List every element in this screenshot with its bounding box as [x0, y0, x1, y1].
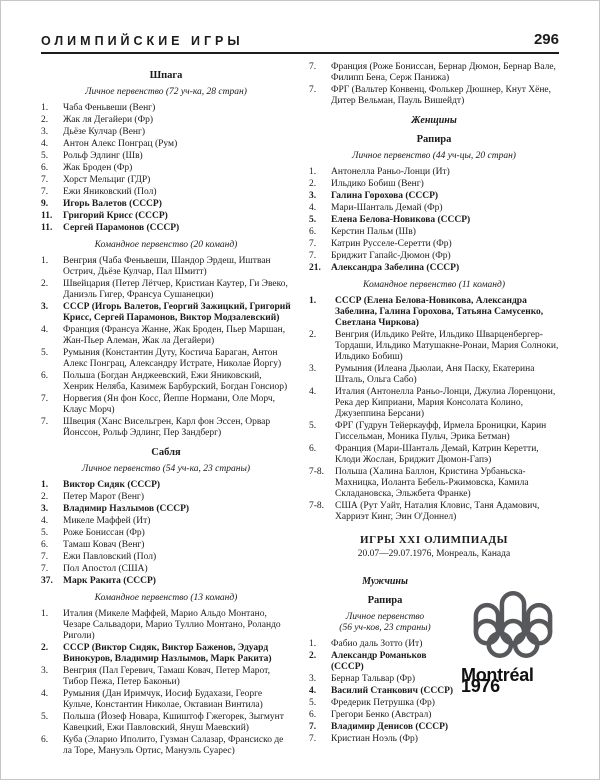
games-xxi-date-location: 20.07—29.07.1976, Монреаль, Канада: [357, 549, 511, 559]
men-foil-individual-list: [309, 639, 461, 745]
result-item: 3. Бернар Тальвар (Фр): [309, 674, 416, 684]
result-item: 2. Венгрия (Ильдико Рейте, Ильдико Шварценбергер-Тордаши, Ильдико Матушакне-Ронаи, Мария Солноки, Ильдико Бобиш): [309, 330, 559, 362]
sabre-team-list-continued: [309, 62, 559, 107]
epee-team-subtitle: Командное первенство (20 команд): [94, 240, 238, 250]
result-item: 5. Польша (Йозеф Новара, Кшиштоф Гжегорек, Зыгмунт Кавецкий, Ежи Павловский, Януш Маевский): [41, 712, 284, 733]
result-item: 7. Бриджит Гапайс-Дюмон (Фр): [309, 251, 451, 261]
result-item: 3. Венгрия (Пал Геревич, Тамаш Ковач, Петер Марот, Тибор Пежа, Петер Баконьи): [41, 666, 270, 687]
result-item: 7. Владимир Денисов (СССР): [309, 722, 449, 732]
two-column-layout: [41, 62, 559, 759]
result-item: 3. Дьёзе Кулчар (Венг): [41, 127, 146, 137]
result-item: 11. Сергей Парамонов (СССР): [41, 223, 180, 233]
result-item: 1. Чаба Феньвеши (Венг): [41, 103, 156, 113]
result-item: 6. Тамаш Ковач (Венг): [41, 540, 145, 550]
result-item: 7. Пол Апостол (США): [41, 564, 148, 574]
epee-individual-subtitle: Личное первенство (72 уч-ка, 28 стран): [85, 87, 247, 97]
running-head: ОЛИМПИЙСКИЕ ИГРЫ: [41, 34, 244, 48]
result-item: 7. ФРГ (Вальтер Конвенц, Фолькер Дюшнер, Кнут Хёне, Дитер Вельман, Пауль Вишейдт): [309, 85, 551, 106]
result-item: 7. Норвегия (Ян фон Косс, Йеппе Нормани, Оле Морч, Клаус Морч): [41, 394, 276, 415]
result-item: 3. СССР (Игорь Валетов, Георгий Зажицкий, Григорий Крисс, Сергей Парамонов, Виктор Модзалевский): [41, 302, 291, 323]
result-item: 7. Ежи Яниковский (Пол): [41, 187, 157, 197]
result-item: 7-8. США (Рут Уайт, Наталия Кловис, Таня Адамович, Харриэт Кинг, Эин О'Доннел): [309, 501, 540, 522]
men-foil-subtitle-line2: (56 уч-ков, 23 страны): [339, 623, 431, 633]
result-item: 1. Венгрия (Чаба Феньвеши, Шандор Эрдеш, Иштван Острич, Дьёзе Кулчар, Пал Шмитт): [41, 256, 271, 277]
epee-team-list: [41, 256, 291, 439]
result-item: 2. Швейцария (Петер Лётчер, Кристиан Каутер, Ги Эвеко, Даниэль Гигер, Франсуа Сушанецки): [41, 279, 288, 300]
result-item: 7. Ежи Павловский (Пол): [41, 552, 157, 562]
result-item: 6. Куба (Эларио Иполито, Гузман Салазар, Франсиско де ла Торе, Мануэль Ортис, Мануэль Суарес): [41, 735, 284, 756]
result-item: 2. Петер Марот (Венг): [41, 492, 144, 502]
women-foil-individual-subtitle: Личное первенство (44 уч-цы, 20 стран): [352, 151, 516, 161]
result-item: 4. Италия (Антонелла Раньо-Лонци, Джулиа Лоренцони, Река дер Киприани, Мария Консолата Колино, Джузеппина Берсани): [309, 387, 556, 419]
result-item: 4. Василий Станкович (СССР): [309, 686, 454, 696]
women-foil-team-subtitle: Командное первенство (11 команд): [363, 280, 505, 290]
result-item: 4. Мари-Шанталь Демай (Фр): [309, 203, 443, 213]
result-item: 6. Польша (Богдан Анджеевский, Ежи Яниковский, Хенрик Неляба, Казимеж Барбурский, Богдан Гонсиор): [41, 371, 288, 392]
result-item: 2. Александр Романьков (СССР): [309, 651, 427, 672]
page-number: 296: [533, 31, 559, 48]
games-xxi-content: [309, 568, 559, 747]
result-item: 4. Румыния (Дан Иримчук, Иосиф Будахази, Георге Кульче, Константин Николае, Октавиан Винтила): [41, 689, 263, 710]
result-item: 6. Грегори Бенко (Австрал): [309, 710, 432, 720]
sabre-team-subtitle: Командное первенство (13 команд): [94, 593, 238, 603]
montreal-1976-caption: Montréal 1976: [461, 665, 534, 696]
result-item: 1. Виктор Сидяк (СССР): [41, 480, 161, 490]
men-section-title: Мужчины: [362, 576, 408, 587]
result-item: 5. Рольф Эдлинг (Шв): [41, 151, 143, 161]
women-section-title: Женщины: [411, 115, 457, 126]
result-item: 5. Румыния (Константин Дуту, Костича Бараган, Антон Алекс Понграц, Александру Истрате, Николае Йоргу): [41, 348, 282, 369]
result-item: 1. Антонелла Раньо-Лонци (Ит): [309, 167, 450, 177]
women-foil-team-list: [309, 296, 559, 523]
women-foil-individual-list: [309, 167, 559, 274]
sabre-title: Сабля: [151, 447, 181, 458]
result-item: 7. Франция (Роже Бониссан, Бернар Дюмон, Бернар Вале, Филипп Бена, Серж Панижа): [309, 62, 556, 83]
result-item: 2. СССР (Виктор Сидяк, Виктор Баженов, Эдуард Винокуров, Владимир Назлымов, Марк Ракита): [41, 643, 272, 664]
result-item: 11. Григорий Крисс (СССР): [41, 211, 168, 221]
page-header: [41, 31, 559, 54]
epee-individual-list: [41, 103, 291, 234]
right-column: [309, 62, 559, 759]
result-item: 37. Марк Ракита (СССР): [41, 576, 156, 586]
result-item: 7-8. Польша (Халина Баллон, Кристина Урбаньска-Махницка, Иоланта Бебель-Ржимовска, Камила Складановска, Эльжбета Франке): [309, 467, 529, 499]
men-foil-results: [309, 568, 461, 747]
result-item: 3. Румыния (Илеана Дьюлаи, Аня Паску, Екатерина Шталь, Ольга Сабо): [309, 364, 535, 385]
result-item: 7. Катрин Русселе-Серетти (Фр): [309, 239, 452, 249]
result-item: 1. Италия (Микеле Маффей, Марио Альдо Монтано, Чезаре Сальвадори, Марио Туллио Монтано, Роландо Риголи): [41, 609, 281, 641]
result-item: 6. Керстин Пальм (Шв): [309, 227, 416, 237]
result-item: 3. Галина Горохова (СССР): [309, 191, 439, 201]
result-item: 2. Жак ля Дегайери (Фр): [41, 115, 153, 125]
result-item: 9. Игорь Валетов (СССР): [41, 199, 162, 209]
result-item: 6. Франция (Мари-Шанталь Демай, Катрин Керетти, Клоди Жослан, Бриджит Дюмон-Гапэ): [309, 444, 539, 465]
men-foil-subtitle-line1: Личное первенство: [345, 612, 425, 622]
result-item: 7. Хорст Мельциг (ГДР): [41, 175, 151, 185]
sabre-individual-subtitle: Личное первенство (54 уч-ка, 23 страны): [81, 464, 251, 474]
result-item: 5. Роже Бониссан (Фр): [41, 528, 145, 538]
sabre-individual-list: [41, 480, 291, 587]
women-foil-title: Рапира: [416, 134, 452, 145]
result-item: 2. Ильдико Бобиш (Венг): [309, 179, 424, 189]
sabre-team-list: [41, 609, 291, 757]
games-xxi-title: ИГРЫ XXI ОЛИМПИАДЫ: [359, 534, 509, 546]
result-item: 1. СССР (Елена Белова-Новикова, Александра Забелина, Галина Горохова, Татьяна Самусенко, Светлана Чиркова): [309, 296, 544, 328]
epee-title: Шпага: [149, 70, 183, 81]
result-item: 1. Фабио даль Зотто (Ит): [309, 639, 423, 649]
result-item: 6. Жак Броден (Фр): [41, 163, 133, 173]
result-item: 5. Елена Белова-Новикова (СССР): [309, 215, 471, 225]
result-item: 21. Александра Забелина (СССР): [309, 263, 460, 273]
result-item: 4. Антон Алекс Понграц (Рум): [41, 139, 178, 149]
result-item: 5. Фредерик Петрушка (Фр): [309, 698, 435, 708]
men-foil-title: Рапира: [367, 595, 403, 606]
result-item: 3. Владимир Назлымов (СССР): [41, 504, 190, 514]
result-item: 7. Швеция (Ханс Висельгрен, Карл фон Эссен, Орвар Йонссон, Рольф Эдлинг, Пер Зандберг): [41, 417, 271, 438]
result-item: 7. Кристиан Ноэль (Фр): [309, 734, 418, 744]
montreal-1976-olympics-logo-icon: [461, 580, 565, 660]
result-item: 4. Микеле Маффей (Ит): [41, 516, 151, 526]
montreal-logo-block: [461, 568, 565, 696]
left-column: [41, 62, 291, 759]
result-item: 4. Франция (Франсуа Жанне, Жак Броден, Пьер Маршан, Жан-Пьер Алеман, Жак ла Дегайери): [41, 325, 286, 346]
result-item: 5. ФРГ (Гудрун Тейеркауфф, Ирмела Броницки, Карин Гиссельман, Моника Пульч, Эрика Бетман): [309, 421, 547, 442]
